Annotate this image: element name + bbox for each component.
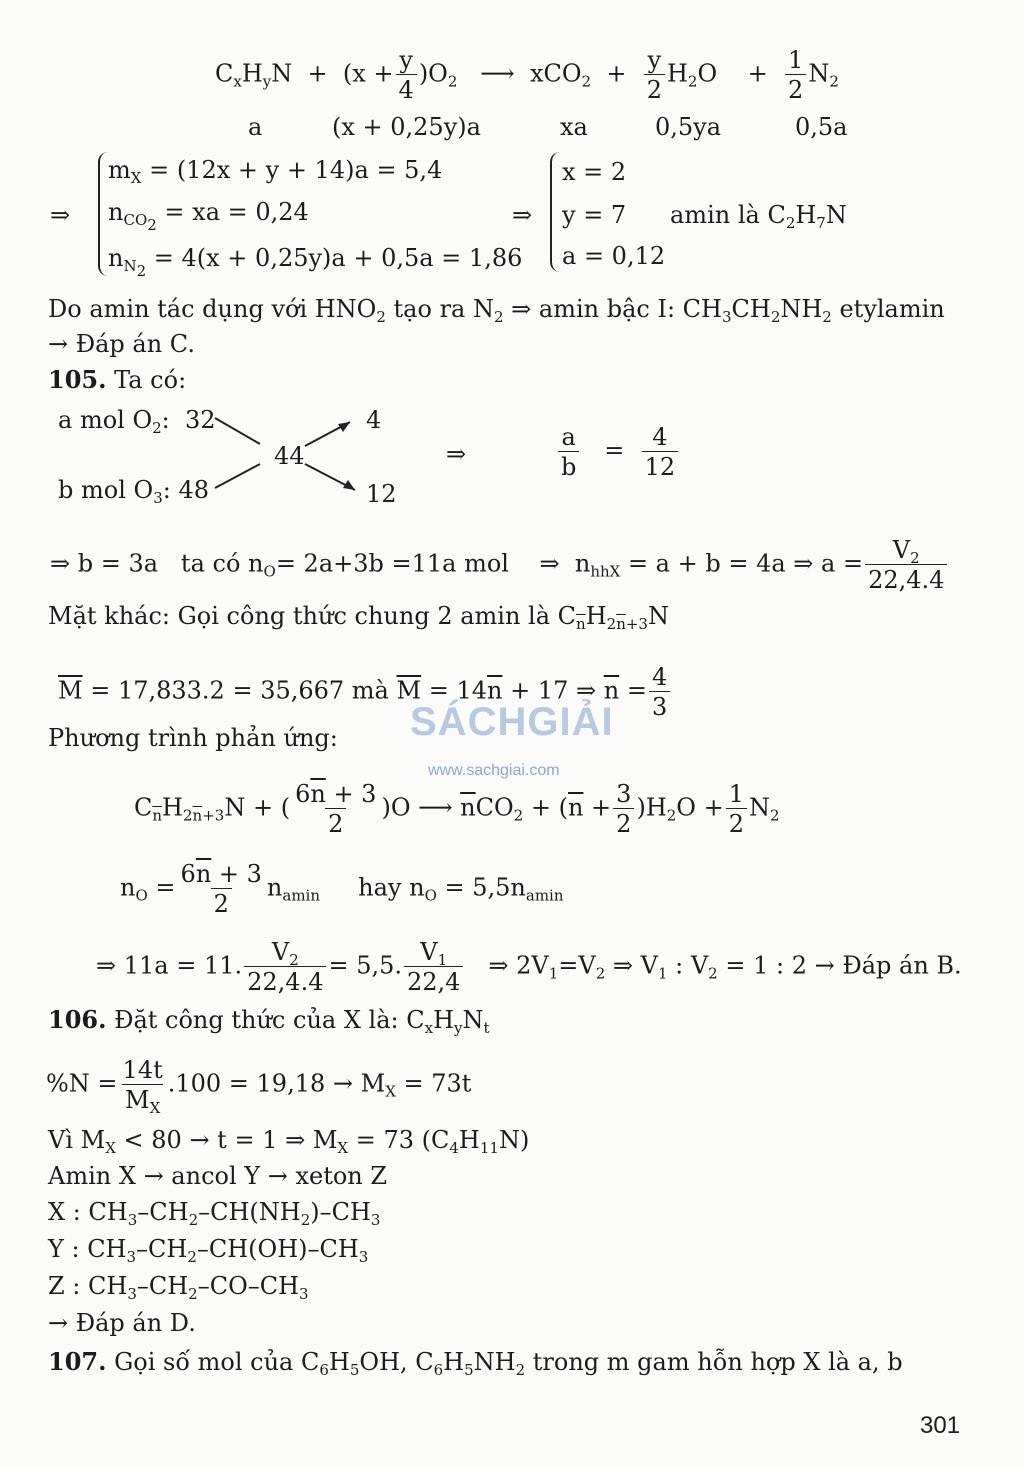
q106-l5: Z : $CH_3-CH_2-CO-CH_3$ (48, 1272, 309, 1303)
sys1-line3: $n_{N_2} = 4(x + 0,25y)a + 0,5a = 1,86$ (108, 244, 523, 280)
q106-l2: Amin X → ancol Y → xeton Z (48, 1162, 388, 1190)
eq1-line: $C_xH_yN + (x$ + $\frac{y}{4}$ )$O_2$ ⟶ xCO$_2$ + $\frac{y}{2}$ $H_2O$ + $\frac{1}{2}$ $N_2$ (215, 46, 839, 104)
q105-ratio: $\frac{a}{b}$ = $\frac{4}{12}$ (556, 425, 680, 479)
eq1-mol-n2: 0,5a (795, 113, 848, 141)
q106-pct: %N = $\frac{14t}{M_X}$ $.100 = 19,18 \to M_X = 73t$ (46, 1056, 472, 1117)
q106-l3: X : $CH_3-CH_2-CH(NH_2)-CH_3$ (48, 1198, 381, 1229)
answer-104: → Đáp án C. (48, 330, 195, 358)
watermark-url: www.sachgiai.com (428, 762, 560, 779)
q105-line2: ⇒ b = 3a ta có $n_O= 2a+3b =11a$ mol ⇒ $n_{hhX} = a + b = 4a$ ⇒ a = $\frac{V_2}{22,4.4}$ (50, 538, 949, 592)
implies-arrow-3: ⇒ (446, 440, 467, 468)
eq1-mol-co2: xa (560, 113, 588, 141)
q107-line: 107. Gọi số mol của $C_6H_5OH$, $C_6H_5NH_2$ trong m gam hỗn hợp X là a, b (48, 1347, 903, 1379)
q105-r2: 12 (366, 480, 397, 508)
sys1-line1: $m_X = (12x + y + 14)a = 5,4$ (108, 156, 443, 187)
q105-o2: a mol $O_2$: 32 (58, 406, 216, 437)
q106-l4: Y : $CH_3-CH_2-CH(OH)-CH_3$ (48, 1235, 369, 1266)
eq1-mol-h2o: 0,5ya (655, 113, 722, 141)
watermark-brand: SÁCHGIẢI (410, 700, 614, 744)
diagonal-diagram-lines (210, 410, 370, 500)
q105-r1: 4 (366, 406, 382, 434)
q105-no: $n_O$ = $\frac{6\overline{n} + 3}{2}$ $n_{amin}$ hay $n_O = 5,5n_{amin}$ (120, 860, 564, 918)
hno2-line: Do amin tác dụng với $HNO_2$ tạo ra $N_2$ ⇒ amin bậc I: $CH_3CH_2NH_2$ etylamin (48, 295, 945, 326)
sys1-a: a = 0,12 (562, 242, 666, 270)
q105-final: ⇒ 11a = 11. $\frac{V_2}{22,4.4}$ = 5,5. $\frac{V_1}{22,4}$ ⇒ $2V_1=V_2$ ⇒ $V_1$ : $V_2 = 1$ : 2 → Đáp án B. (96, 938, 962, 996)
implies-arrow: ⇒ (50, 201, 71, 229)
q106-l1: Vì $M_X < 80 \to t = 1$ ⇒ $M_X = 73$ $(C_4H_{11}N)$ (48, 1126, 530, 1157)
eq1-mol-a: a (248, 113, 263, 141)
sys1-y: y = 7 (562, 201, 627, 229)
q106-heading: 106. Đặt công thức của X là: $C_xH_yN_t$ (48, 1005, 490, 1037)
sys1-x: x = 2 (562, 158, 627, 186)
q105-line5: Phương trình phản ứng: (48, 724, 338, 752)
q105-line3: Mặt khác: Gọi công thức chung 2 amin là $C_{\overline{n}}H_{2\overline{n}+3}N$ (48, 602, 669, 633)
eq1-mol-o2: (x + 0,25y)a (332, 113, 481, 141)
implies-arrow-2: ⇒ (512, 201, 533, 229)
q105-mid: 44 (274, 442, 305, 470)
q105-equation: $C_{\overline{n}}H_{2\overline{n}+3}N$ + ( $\frac{6\overline{n} + 3}{2}$ )O ⟶ $\overline{n}CO_2 + (\overline{n}$ + $\frac{3}{2}$ )$H_2O$ + $\frac{1}{2}$ $N_2$ (134, 780, 780, 838)
sys1-conclusion: amin là $C_2H_7N$ (670, 201, 847, 232)
sys1-line2: $n_{CO_2}$ = xa = 0,24 (108, 198, 309, 234)
q105-heading: 105. Ta có: (48, 365, 187, 394)
page-number: 301 (920, 1412, 961, 1439)
q105-o3: b mol $O_3$: 48 (58, 476, 209, 507)
q105-line4: $\overline{M} = 17,833.2 = 35,667$ mà $\overline{M} = 14\overline{n} + 17$ ⇒ $\overline{n}$ = $\frac{4}{3}$ (58, 665, 672, 719)
answer-106: → Đáp án D. (48, 1309, 196, 1337)
system-brace-right (550, 152, 562, 272)
